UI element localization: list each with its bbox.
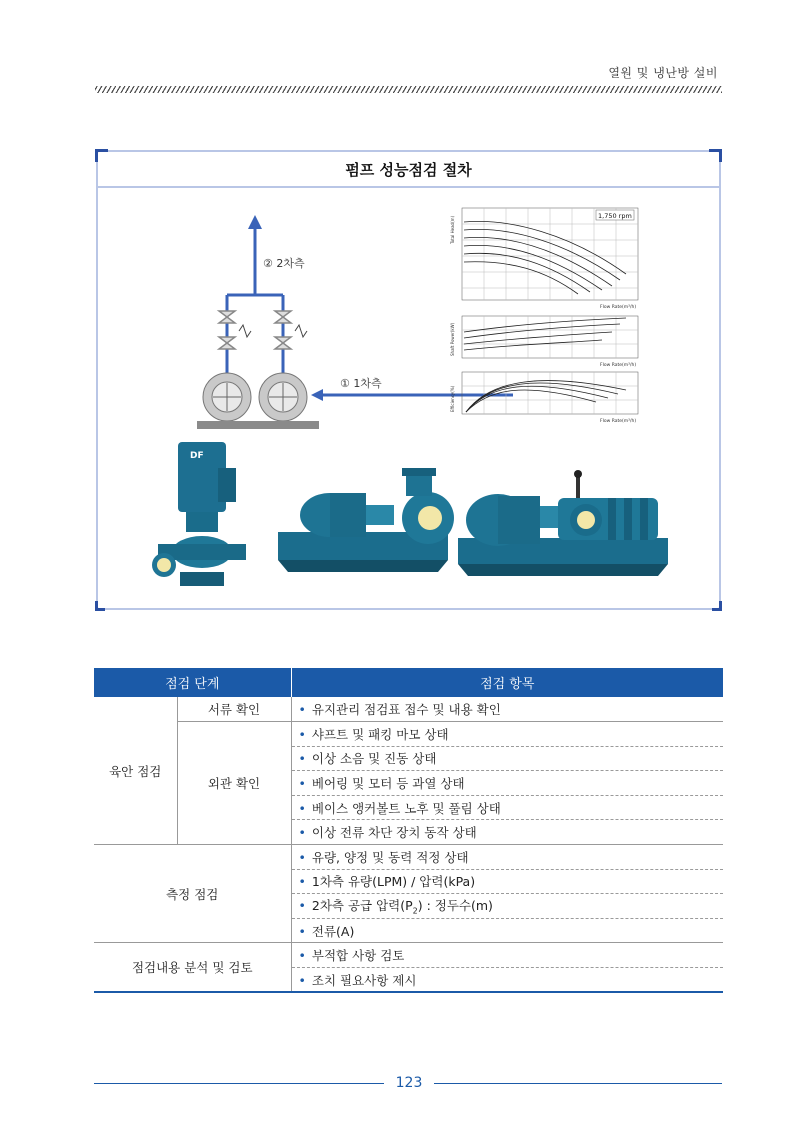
corner-ornament: [95, 601, 105, 611]
svg-text:Total Head(m): Total Head(m): [450, 215, 455, 244]
svg-text:DF: DF: [190, 451, 204, 461]
list-item: • 2차측 공급 압력$(P_2)$ : 정두수(m): [291, 894, 723, 919]
svg-text:Flow Rate(m³/h): Flow Rate(m³/h): [600, 419, 637, 424]
group-measure: 측정 점검: [94, 845, 291, 943]
list-item: • 유량, 양정 및 동력 적정 상태: [291, 845, 723, 870]
svg-text:① 1차측: ① 1차측: [340, 377, 382, 390]
svg-text:Flow Rate(m³/h): Flow Rate(m³/h): [600, 305, 637, 310]
svg-text:Efficiency(%): Efficiency(%): [450, 385, 455, 412]
figure-box: [96, 150, 721, 610]
list-item: • 이상 소음 및 진동 상태: [291, 746, 723, 771]
left-arrow-icon: [311, 389, 323, 401]
svg-text:② 2차측: ② 2차측: [263, 257, 305, 270]
list-item: • 전류(A): [291, 918, 723, 943]
pump-product-images: [138, 440, 698, 600]
page-number: 123: [395, 1075, 423, 1091]
list-item: • 샤프트 및 패킹 마모 상태: [291, 722, 723, 747]
svg-text:1,750 rpm: 1,750 rpm: [598, 212, 632, 220]
end-suction-pump-image: [278, 468, 454, 572]
list-item: • 베어링 및 모터 등 과열 상태: [291, 771, 723, 796]
vertical-inline-pump-image: [152, 442, 246, 586]
col-header-stage: 점검 단계: [94, 668, 291, 697]
table-row: [94, 943, 723, 968]
corner-ornament: [712, 601, 722, 611]
header-hatch-divider: [95, 86, 722, 93]
figure-title: 펌프 성능점검 절차: [98, 152, 719, 188]
pump-unit-right: [259, 373, 307, 421]
list-item: • 베이스 앵커볼트 노후 및 풀림 상태: [291, 795, 723, 820]
pump-unit-left: [203, 373, 251, 421]
table-row: [94, 845, 723, 870]
pump-performance-curves: [450, 204, 645, 436]
multistage-pump-image: [458, 470, 668, 576]
col-header-items: 점검 항목: [291, 668, 723, 697]
table-header-row: [94, 668, 723, 697]
subgroup-docs: 서류 확인: [177, 697, 291, 722]
svg-text:Flow Rate(m³/h): Flow Rate(m³/h): [600, 363, 637, 368]
list-item: • 조치 필요사항 제시: [291, 968, 723, 993]
footer-rule-left: [94, 1083, 384, 1084]
subgroup-exterior: 외관 확인: [177, 722, 291, 845]
list-item: • 부적합 사항 검토: [291, 943, 723, 968]
group-analysis: 점검내용 분석 및 검토: [94, 943, 291, 992]
list-item: • 이상 전류 차단 장치 동작 상태: [291, 820, 723, 845]
section-title: 열원 및 냉난방 설비: [608, 66, 718, 80]
list-item: • 유지관리 점검표 접수 및 내용 확인: [291, 697, 723, 722]
table-row: [94, 697, 723, 722]
list-item: • 1차측 유량(LPM) / 압력(kPa): [291, 869, 723, 894]
footer-rule-right: [434, 1083, 722, 1084]
table-row: [94, 722, 723, 747]
inspection-table: [94, 668, 723, 993]
svg-text:Shaft Power(kW): Shaft Power(kW): [450, 322, 455, 356]
group-visual: 육안 점검: [94, 697, 177, 845]
up-arrow-icon: [248, 215, 262, 229]
